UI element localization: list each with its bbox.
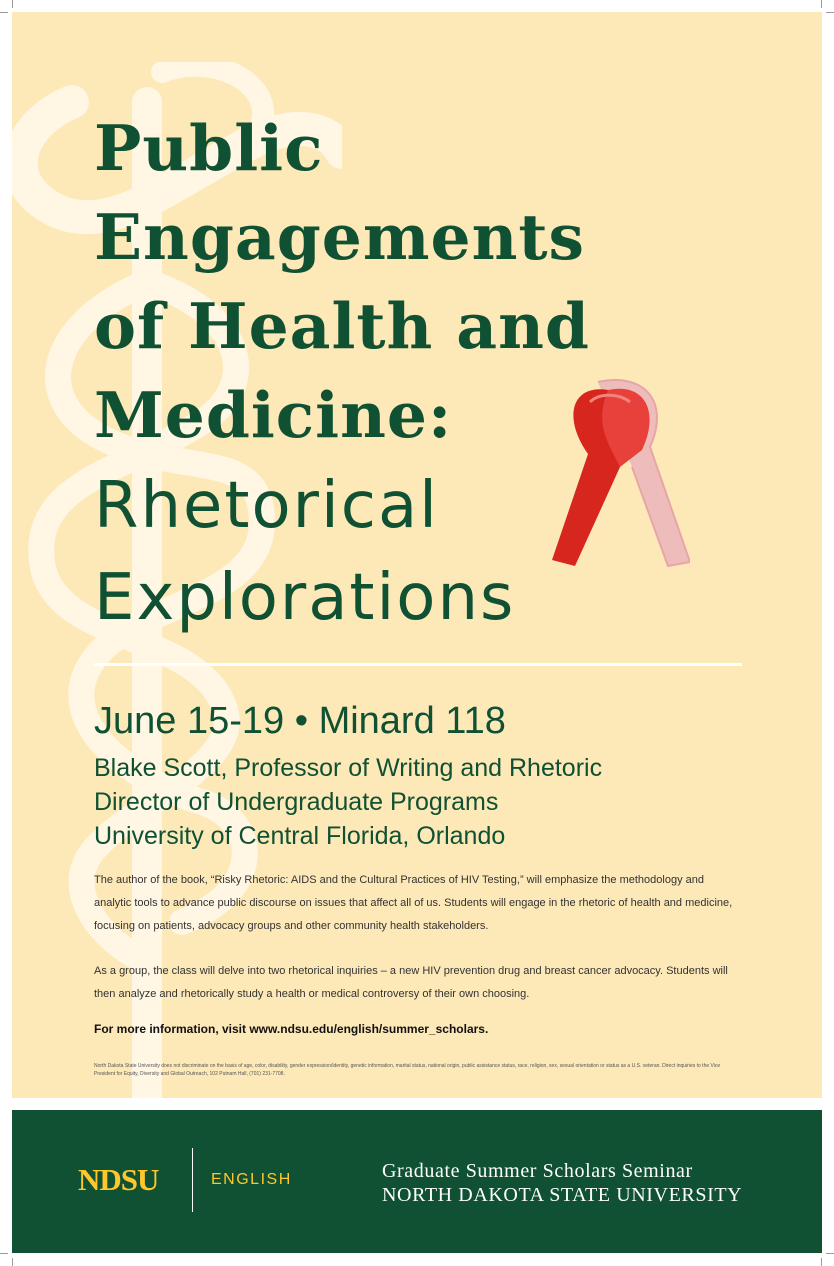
poster xyxy=(12,12,822,1098)
awareness-ribbon-icon xyxy=(550,372,690,572)
crop-mark xyxy=(12,1258,13,1266)
crop-mark xyxy=(12,0,13,8)
description-paragraph: As a group, the class will delve into two rhetorical inquiries – a new HIV prevention drug and breast cancer advocacy. Students will then analyze and rhetorically study a health or medical controversy of their own choosing. xyxy=(94,965,728,1000)
title-line: of Health and xyxy=(94,289,590,363)
title-line: Engagements xyxy=(94,200,585,274)
speaker-role: Director of Undergraduate Programs xyxy=(94,788,499,816)
crop-mark xyxy=(821,0,822,8)
event-date-location: June 15-19 • Minard 118 xyxy=(94,700,506,742)
description-paragraph: The author of the book, “Risky Rhetoric: AIDS and the Cultural Practices of HIV Testing,” will emphasize the methodology and analytic tools to advance public discourse on issues that affect all of us. Students will engage in the rhetoric of health and medicine, focusing on patients, advocacy groups and other community health stakeholders. xyxy=(94,874,733,932)
divider-rule xyxy=(94,663,742,666)
crop-mark xyxy=(826,1253,834,1254)
department-label: ENGLISH xyxy=(211,1171,292,1188)
crop-mark xyxy=(821,1258,822,1266)
logo-divider xyxy=(192,1148,193,1212)
crop-mark xyxy=(826,12,834,13)
crop-mark xyxy=(0,1253,8,1254)
subtitle-line: Explorations xyxy=(94,561,516,635)
footer-banner xyxy=(12,1110,822,1253)
footer-program-name: Graduate Summer Scholars Seminar xyxy=(382,1160,693,1182)
disclaimer-text: North Dakota State University does not discriminate on the basis of age, color, disability, gender expression/identity, genetic information, marital status, national origin, public assistance status, race, religion, sex, sexual orientation or status as a U.S. veteran. Direct inquiries to the Vice President for Equity, Diversity and Global Outreach, 102 Putnam Hall, (701) 231-7708. xyxy=(94,1063,721,1077)
footer-university-name: NORTH DAKOTA STATE UNIVERSITY xyxy=(382,1184,743,1206)
more-info-link-text: For more information, visit www.ndsu.edu/english/summer_scholars. xyxy=(94,1022,489,1036)
speaker-name-title: Blake Scott, Professor of Writing and Rhetoric xyxy=(94,754,603,782)
title-line: Public xyxy=(94,111,324,185)
ndsu-logo: NDSU xyxy=(78,1162,159,1197)
crop-mark xyxy=(0,12,8,13)
subtitle-line: Rhetorical xyxy=(94,469,439,543)
title-line: Medicine: xyxy=(94,378,453,452)
speaker-institution: University of Central Florida, Orlando xyxy=(94,822,506,850)
